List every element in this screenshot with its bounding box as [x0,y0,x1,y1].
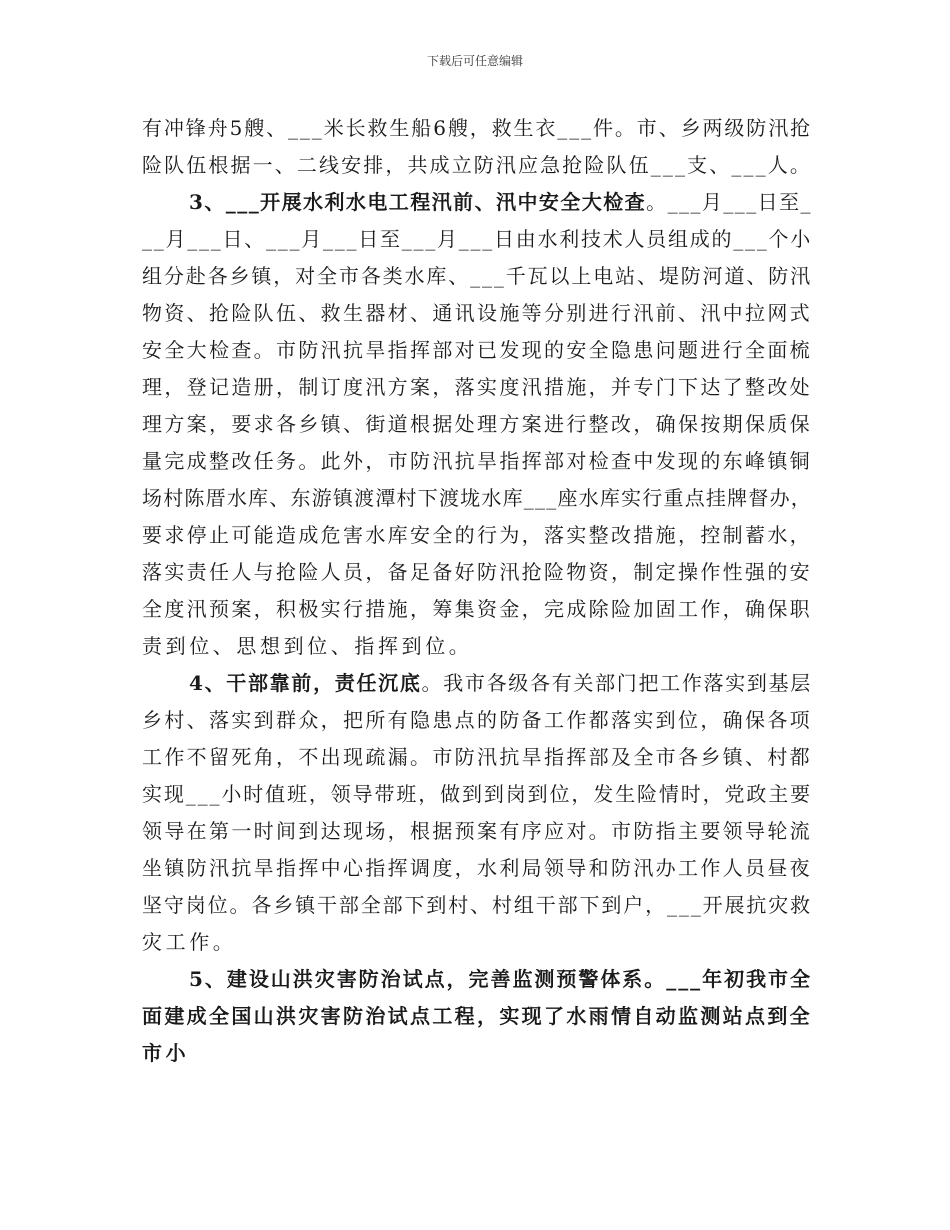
text-line [142,443,812,480]
text-line [142,332,812,369]
text-segment: 乡村、落实到群众，把所有隐患点的防备工作都落实到位，确保各项 [142,708,812,732]
text-segment: 。___月___日至_ [646,190,812,214]
bold-text-segment: 面建成全国山洪灾害防治试点工程，实现了水雨情自动监测站点到全 [142,1004,812,1028]
text-line [142,813,812,850]
text-segment: 。我市各级各有关部门把工作落实到基层 [421,671,812,695]
text-line [142,776,812,813]
text-segment: 理方案，要求各乡镇、街道根据处理方案进行整改，确保按期保质保 [142,412,812,436]
text-line [142,665,812,702]
text-segment: 坐镇防汛抗旱指挥中心指挥调度，水利局领导和防汛办工作人员昼夜 [142,856,812,880]
text-line [142,961,812,998]
bold-text-segment: 5、建设山洪灾害防治试点，完善监测预警体系。___年初我市全 [189,967,812,991]
text-line [142,184,812,221]
text-line [142,480,812,517]
text-segment: 领导在第一时间到达现场，根据预案有序应对。市防指主要领导轮流 [142,819,812,843]
text-line [142,628,812,665]
text-segment: 实现___小时值班，领导带班，做到到岗到位，发生险情时，党政主要 [142,782,812,806]
text-line [142,924,812,961]
text-segment: 责到位、思想到位、指挥到位。 [142,634,473,658]
text-line [142,147,812,184]
text-segment: __月___日、___月___日至___月___日由水利技术人员组成的___个小 [142,227,812,251]
text-line [142,295,812,332]
document-body [142,110,812,1072]
text-segment: 量完成整改任务。此外，市防汛抗旱指挥部对检查中发现的东峰镇铜 [142,449,812,473]
text-segment: 有冲锋舟5艘、___米长救生船6艘，救生衣___件。市、乡两级防汛抢 [142,116,812,140]
bold-text-segment: 3、___开展水利水电工程汛前、汛中安全大检查 [189,190,647,214]
text-line [142,406,812,443]
text-line [142,850,812,887]
text-line [142,554,812,591]
text-line [142,1035,812,1072]
text-line [142,110,812,147]
text-segment: 落实责任人与抢险人员，备足备好防汛抢险物资，制定操作性强的安 [142,560,812,584]
text-segment: 物资、抢险队伍、救生器材、通讯设施等分别进行汛前、汛中拉网式 [142,301,812,325]
text-line [142,887,812,924]
text-segment: 组分赴各乡镇，对全市各类水库、___千瓦以上电站、堤防河道、防汛 [142,264,812,288]
text-line [142,998,812,1035]
text-line [142,258,812,295]
text-line [142,739,812,776]
text-segment: 灾工作。 [142,930,237,954]
page-header: 下载后可任意编辑 [426,54,523,68]
text-line [142,369,812,406]
text-segment: 理，登记造册，制订度汛方案，落实度汛措施，并专门下达了整改处 [142,375,812,399]
text-segment: 场村陈厝水库、东游镇渡潭村下渡垅水库___座水库实行重点挂牌督办， [142,486,812,510]
text-segment: 安全大检查。市防汛抗旱指挥部对已发现的安全隐患问题进行全面梳 [142,338,812,362]
text-segment: 要求停止可能造成危害水库安全的行为，落实整改措施，控制蓄水， [142,523,812,547]
text-segment: 工作不留死角，不出现疏漏。市防汛抗旱指挥部及全市各乡镇、村都 [142,745,812,769]
text-line [142,221,812,258]
text-line [142,591,812,628]
text-segment: 全度汛预案，积极实行措施，筹集资金，完成除险加固工作，确保职 [142,597,812,621]
bold-text-segment: 4、干部靠前，责任沉底 [189,671,422,695]
text-line [142,702,812,739]
text-segment: 坚守岗位。各乡镇干部全部下到村、村组干部下到户，___开展抗灾救 [142,893,812,917]
text-segment: 险队伍根据一、二线安排，共成立防汛应急抢险队伍___支、___人。 [142,153,812,177]
bold-text-segment: 市小 [142,1041,190,1065]
text-line [142,517,812,554]
